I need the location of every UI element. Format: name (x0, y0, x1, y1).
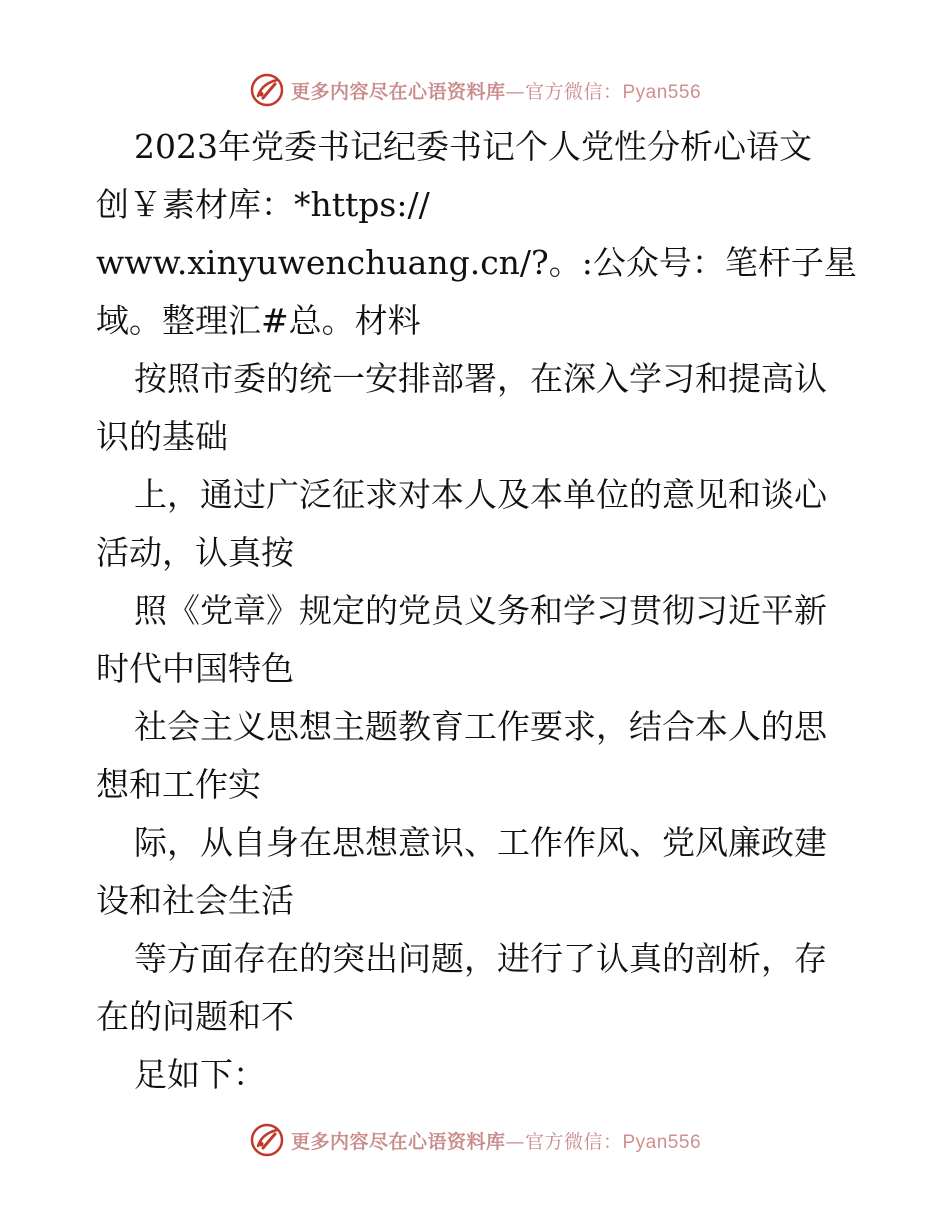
doc-line-title-3: www.xinyuwenchuang.cn/?。:公众号：笔杆子星 (96, 243, 857, 282)
xinyu-logo-icon (249, 72, 285, 108)
xinyu-logo-icon (249, 1122, 285, 1158)
header-brand-text: 更多内容尽在心语资料库 (290, 80, 506, 103)
footer-wechat-id: Pyan556 (622, 1131, 702, 1153)
footer-brand-text: 更多内容尽在心语资料库 (290, 1130, 506, 1153)
doc-line-7: 上，通过广泛征求对本人及本单位的意见和谈心 (134, 475, 827, 514)
header-wechat-id: Pyan556 (622, 81, 702, 103)
doc-line-9: 照《党章》规定的党员义务和学习贯彻习近平新 (134, 591, 827, 630)
doc-line-8: 活动，认真按 (96, 533, 294, 572)
doc-line-13: 际，从自身在思想意识、工作作风、党风廉政建 (134, 823, 827, 862)
footer-banner-text (291, 1127, 701, 1154)
doc-line-5: 按照市委的统一安排部署，在深入学习和提高认 (134, 359, 827, 398)
header-wechat-label: 官方微信： (524, 80, 623, 103)
footer-wechat-label: 官方微信： (524, 1130, 623, 1153)
doc-line-16: 在的问题和不 (96, 997, 294, 1036)
doc-line-10: 时代中国特色 (96, 649, 294, 688)
header-banner-text (291, 77, 701, 104)
footer-banner (0, 1120, 950, 1160)
footer-separator: — (505, 1130, 525, 1153)
doc-line-11: 社会主义思想主题教育工作要求，结合本人的思 (134, 707, 827, 746)
doc-line-12: 想和工作实 (96, 765, 261, 804)
header-banner (0, 70, 950, 110)
doc-line-title-4: 域。整理汇#总。材料 (96, 301, 421, 340)
doc-line-17: 足如下： (134, 1055, 266, 1094)
doc-line-title-1: 2023年党委书记纪委书记个人党性分析心语文 (134, 127, 812, 166)
doc-line-14: 设和社会生活 (96, 881, 294, 920)
document-body (96, 118, 876, 1104)
doc-line-title-2: 创￥素材库：*https:// (96, 185, 430, 224)
doc-line-15: 等方面存在的突出问题，进行了认真的剖析，存 (134, 939, 827, 978)
header-separator: — (505, 80, 525, 103)
doc-line-6: 识的基础 (96, 417, 228, 456)
